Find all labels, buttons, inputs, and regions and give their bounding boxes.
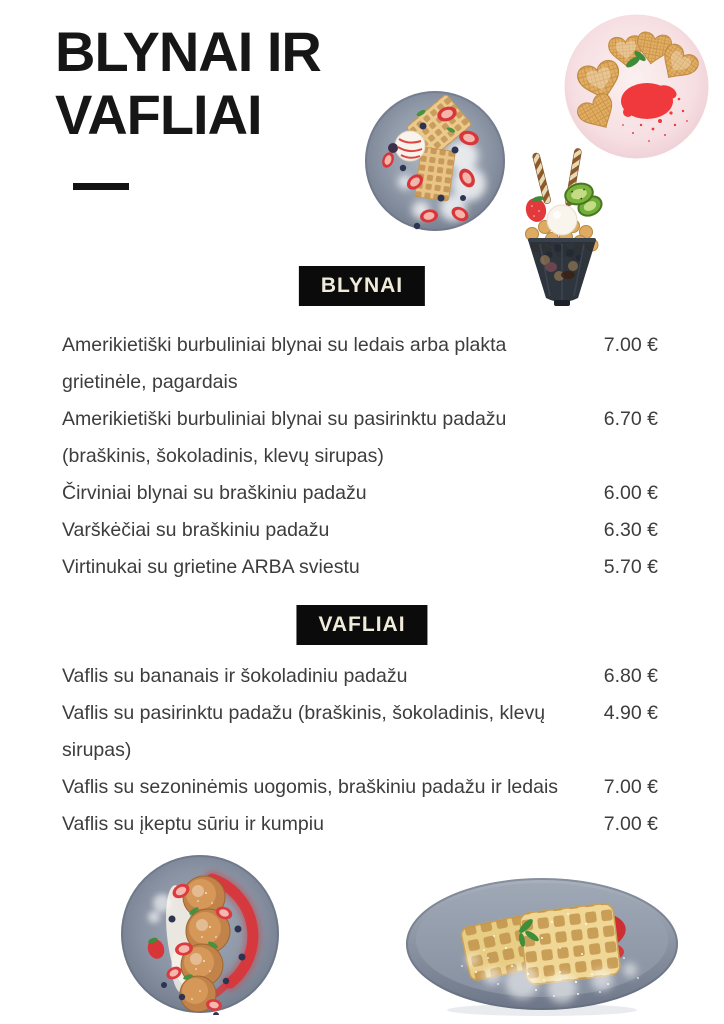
menu-item [62, 806, 658, 843]
page-title [55, 20, 321, 146]
menu-item-name: Amerikietiški burbuliniai blynai su ledais arba plakta grietinėle, pagardais [62, 334, 507, 393]
menu-item-price: 4.90 € [603, 702, 658, 724]
menu-item-name: Čirviniai blynai su braškiniu padažu [62, 482, 367, 504]
menu-item-price: 6.00 € [603, 482, 658, 504]
menu-item [62, 769, 658, 806]
blackberry [388, 143, 398, 153]
menu-item [62, 475, 658, 512]
menu-item-name: Vaflis su sezoninėmis uogomis, braškiniu padažu ir ledais [62, 776, 559, 798]
menu-item-price: 5.70 € [603, 556, 658, 578]
waffle-plate-photo [363, 86, 507, 236]
menu-item-name: Vaflis su įkeptu sūriu ir kumpiu [62, 813, 324, 835]
waffles-plate-photo [402, 862, 682, 1018]
menu-item-price: 6.70 € [603, 408, 658, 430]
section-header-blynai: BLYNAI [299, 266, 425, 306]
menu-item-price: 7.00 € [603, 334, 658, 356]
pancakes-plate-photo [118, 853, 283, 1015]
menu-item [62, 549, 658, 586]
title-line-2: VAFLIAI [55, 83, 262, 146]
menu-item-name: Amerikietiški burbuliniai blynai su pasirinktu padažu (braškinis, šokoladinis, klevų sirupas) [62, 408, 507, 467]
glass-cup [528, 238, 596, 306]
title-underline [73, 183, 129, 190]
menu-item-name: Virtinukai su grietine ARBA sviestu [62, 556, 360, 578]
menu-item-name: Vaflis su bananais ir šokoladiniu padažu [62, 665, 408, 687]
ice-cream-scoop [395, 131, 425, 161]
menu-item [62, 401, 658, 475]
menu-list-blynai [62, 327, 658, 586]
menu-item [62, 512, 658, 549]
menu-item-price: 6.80 € [603, 665, 658, 687]
menu-item-name: Vaflis su pasirinktu padažu (braškinis, šokoladinis, klevų sirupas) [62, 702, 546, 761]
menu-item [62, 658, 658, 695]
menu-item-price: 7.00 € [603, 813, 658, 835]
menu-item-name: Varškėčiai su braškiniu padažu [62, 519, 330, 541]
section-header-vafliai: VAFLIAI [296, 605, 427, 645]
menu-item-price: 7.00 € [603, 776, 658, 798]
menu-item-price: 6.30 € [603, 519, 658, 541]
menu-item [62, 695, 658, 769]
menu-list-vafliai [62, 658, 658, 843]
menu-item [62, 327, 658, 401]
heart-waffles-photo [563, 13, 710, 160]
title-line-1: BLYNAI IR [55, 20, 321, 83]
ice-cream-scoop [547, 205, 577, 235]
bubble-waffle-cone-photo [518, 148, 606, 308]
